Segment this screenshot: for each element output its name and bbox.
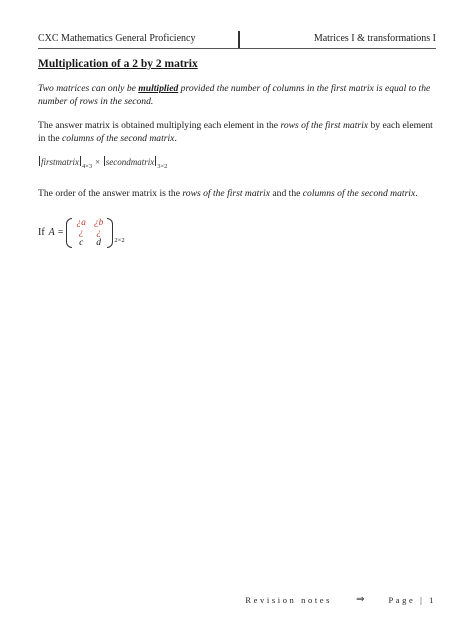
paragraph-method <box>38 119 438 145</box>
matrix-cell: ¿ <box>78 227 84 238</box>
paragraph-method-emphasis-rows: rows of the first matrix <box>280 120 369 131</box>
formula-second-order: 3×2 <box>157 162 168 170</box>
footer-label: Revision notes <box>245 594 333 605</box>
matrix-variable: A <box>48 227 55 239</box>
section-title: Multiplication of a 2 by 2 matrix <box>38 58 198 70</box>
formula-bar <box>80 156 81 166</box>
matrix-if-label: If <box>38 227 45 239</box>
matrix-order-subscript: 2×2 <box>114 236 125 244</box>
paragraph-rule <box>38 82 438 108</box>
paragraph-order-before: The order of the answer matrix is the <box>38 187 183 199</box>
header-course-title: CXC Mathematics General Proficiency <box>38 33 196 44</box>
page-footer <box>245 594 436 605</box>
matrix-equals: = <box>57 227 64 239</box>
formula-first-order: 4×3 <box>82 162 93 170</box>
paragraph-order-emphasis-rows: rows of the first matrix <box>182 187 270 199</box>
paragraph-order-after: . <box>415 187 418 199</box>
paragraph-method-after: . <box>174 133 177 144</box>
matrix-cell: ¿b <box>93 217 104 228</box>
page-header <box>38 31 436 47</box>
matrix-definition <box>38 218 438 248</box>
matrix-row-2 <box>72 228 107 238</box>
formula-second-matrix: secondmatrix <box>105 157 155 167</box>
paragraph-rule-emphasis: multiplied <box>138 83 179 94</box>
paragraph-order-emphasis-columns: columns of the second matrix <box>302 187 416 199</box>
paragraph-rule-before: Two matrices can only be <box>38 83 139 94</box>
paragraph-order <box>38 187 438 200</box>
footer-arrow-icon: ⇒ <box>356 594 365 605</box>
matrix-row-3 <box>72 238 107 248</box>
matrix-cell: c <box>79 237 84 248</box>
header-topic-title: Matrices I & transformations I <box>313 33 436 44</box>
header-divider <box>238 31 240 49</box>
matrix-table <box>72 218 107 248</box>
paragraph-method-middle: by each element in the <box>38 120 433 144</box>
page-content <box>38 58 438 248</box>
order-formula <box>38 156 438 173</box>
formula-times: × <box>94 157 101 167</box>
matrix-brackets <box>66 218 113 248</box>
matrix-cell: d <box>96 237 102 248</box>
matrix-row-1 <box>72 218 107 228</box>
formula-bar <box>39 156 40 166</box>
header-rule <box>38 48 436 49</box>
paragraph-rule-after: provided the number of columns in the first matrix is equal to the number of rows in the second. <box>38 83 431 107</box>
matrix-cell: ¿a <box>76 217 86 228</box>
formula-first-matrix: firstmatrix <box>41 157 80 167</box>
footer-page-number: Page | 1 <box>388 594 436 605</box>
paragraph-method-emphasis-columns: columns of the second matrix <box>61 133 175 144</box>
matrix-cell: ¿ <box>96 227 102 238</box>
paragraph-order-middle: and the <box>270 187 303 199</box>
paragraph-method-before: The answer matrix is obtained multiplying each element in the <box>38 120 281 131</box>
formula-bar <box>104 156 105 166</box>
